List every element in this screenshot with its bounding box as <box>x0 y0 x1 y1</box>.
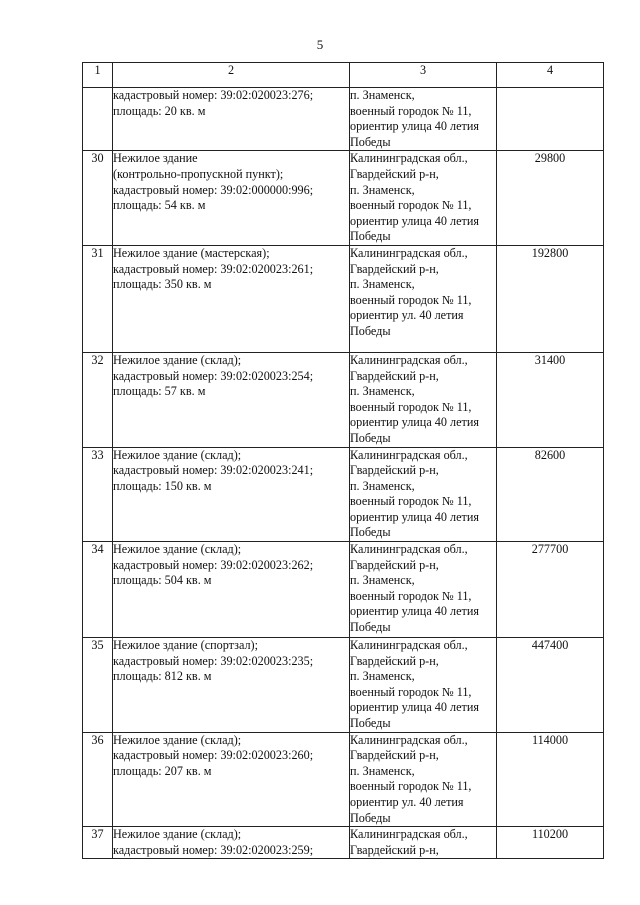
address-line: Калининградская обл., <box>350 447 468 462</box>
address-line: п. Знаменск, <box>350 763 415 778</box>
property-description <box>113 447 350 542</box>
property-value: 31400 <box>497 352 604 447</box>
property-address <box>350 542 497 638</box>
property-value: 110200 <box>497 827 604 859</box>
address-line: Калининградская обл., <box>350 542 468 557</box>
description-line: кадастровый номер: 39:02:020023:276; <box>113 88 314 102</box>
address-line: военный городок № 11, <box>350 779 472 794</box>
address-line: Победы <box>350 620 391 635</box>
row-number: 35 <box>83 638 113 733</box>
property-description <box>113 245 350 352</box>
table-body <box>83 88 604 859</box>
address-line: п. Знаменск, <box>350 573 415 588</box>
description-line: Нежилое здание (спортзал); <box>113 638 258 653</box>
description-line: кадастровый номер: 39:02:020023:260; <box>113 748 314 763</box>
description-line: (контрольно-пропускной пункт); <box>113 166 284 181</box>
address-line: Гвардейский р-н, <box>350 261 439 276</box>
property-description <box>113 151 350 246</box>
address-line: Гвардейский р-н, <box>350 557 439 572</box>
property-value: 277700 <box>497 542 604 638</box>
property-description <box>113 542 350 638</box>
address-line: Победы <box>350 810 391 825</box>
description-line: кадастровый номер: 39:02:020023:254; <box>113 368 314 383</box>
address-line: Калининградская обл., <box>350 151 468 166</box>
column-header-3: 3 <box>350 63 497 88</box>
address-line: военный городок № 11, <box>350 494 472 509</box>
table-row <box>83 88 604 151</box>
table-header-row <box>83 63 604 88</box>
description-line: кадастровый номер: 39:02:020023:235; <box>113 653 314 668</box>
property-description <box>113 352 350 447</box>
page-number: 5 <box>316 37 324 52</box>
address-line: Победы <box>350 525 391 540</box>
column-header-4: 4 <box>497 63 604 88</box>
property-value <box>497 88 604 151</box>
address-line: военный городок № 11, <box>350 399 472 414</box>
table-row <box>83 638 604 733</box>
property-value: 447400 <box>497 638 604 733</box>
row-number <box>83 88 113 151</box>
address-line: Гвардейский р-н, <box>350 368 439 383</box>
address-line: Победы <box>350 323 391 338</box>
table-row <box>83 542 604 638</box>
address-line: Калининградская обл., <box>350 827 468 842</box>
property-address <box>350 151 497 246</box>
address-line: военный городок № 11, <box>350 684 472 699</box>
description-line: площадь: 350 кв. м <box>113 277 212 292</box>
address-line: Гвардейский р-н, <box>350 166 439 181</box>
address-line: ориентир улица 40 летия <box>350 700 479 715</box>
description-line: площадь: 812 кв. м <box>113 669 212 684</box>
description-line: кадастровый номер: 39:02:000000:996; <box>113 182 314 197</box>
row-number: 32 <box>83 352 113 447</box>
address-line: военный городок № 11, <box>350 588 472 603</box>
row-number: 36 <box>83 732 113 827</box>
address-line: Гвардейский р-н, <box>350 463 439 478</box>
address-line: Победы <box>350 229 391 244</box>
property-value: 29800 <box>497 151 604 246</box>
description-line: площадь: 20 кв. м <box>113 103 206 118</box>
address-line: ориентир ул. 40 летия <box>350 795 464 809</box>
property-address <box>350 352 497 447</box>
description-line: площадь: 207 кв. м <box>113 763 212 778</box>
address-line: Калининградская обл., <box>350 352 468 367</box>
address-line: Калининградская обл., <box>350 638 468 653</box>
table-row <box>83 352 604 447</box>
description-line: Нежилое здание (склад); <box>113 732 242 747</box>
property-address <box>350 245 497 352</box>
property-address <box>350 447 497 542</box>
address-line: ориентир улица 40 летия <box>350 213 479 228</box>
description-line: Нежилое здание <box>113 151 198 166</box>
description-line: кадастровый номер: 39:02:020023:241; <box>113 463 314 478</box>
table-row <box>83 827 604 859</box>
description-line: площадь: 57 кв. м <box>113 384 206 399</box>
property-value: 82600 <box>497 447 604 542</box>
address-line: Калининградская обл., <box>350 245 468 260</box>
description-line: площадь: 504 кв. м <box>113 573 212 588</box>
table-row <box>83 151 604 246</box>
address-line: ориентир ул. 40 летия <box>350 308 464 323</box>
property-address <box>350 827 497 859</box>
address-line: п. Знаменск, <box>350 277 415 292</box>
description-line: площадь: 150 кв. м <box>113 478 212 493</box>
property-value: 114000 <box>497 732 604 827</box>
row-number: 33 <box>83 447 113 542</box>
property-address <box>350 88 497 151</box>
row-number: 30 <box>83 151 113 246</box>
column-header-1: 1 <box>83 63 113 88</box>
description-line: Нежилое здание (склад); <box>113 447 242 462</box>
description-line: Нежилое здание (склад); <box>113 352 242 367</box>
address-line: ориентир улица 40 летия <box>350 509 479 524</box>
table-row <box>83 447 604 542</box>
description-line: Нежилое здание (склад); <box>113 542 242 557</box>
property-address <box>350 732 497 827</box>
address-line: Калининградская обл., <box>350 732 468 747</box>
address-line: п. Знаменск, <box>350 88 415 102</box>
description-line: площадь: 54 кв. м <box>113 198 206 213</box>
property-address <box>350 638 497 733</box>
property-description <box>113 732 350 827</box>
description-line: Нежилое здание (мастерская); <box>113 245 270 260</box>
description-line: кадастровый номер: 39:02:020023:261; <box>113 261 314 276</box>
address-line: Победы <box>350 716 391 731</box>
address-line: п. Знаменск, <box>350 669 415 684</box>
address-line: п. Знаменск, <box>350 182 415 197</box>
address-line: военный городок № 11, <box>350 292 472 307</box>
property-description <box>113 827 350 859</box>
description-line: Нежилое здание (склад); <box>113 827 242 842</box>
address-line: Победы <box>350 430 391 445</box>
address-line: ориентир улица 40 летия <box>350 119 479 134</box>
table-row <box>83 245 604 352</box>
description-line: кадастровый номер: 39:02:020023:259; <box>113 842 314 857</box>
address-line: п. Знаменск, <box>350 384 415 399</box>
property-description <box>113 638 350 733</box>
property-table <box>82 62 604 859</box>
column-header-2: 2 <box>113 63 350 88</box>
address-line: Победы <box>350 134 391 149</box>
address-line: Гвардейский р-н, <box>350 842 439 857</box>
row-number: 37 <box>83 827 113 859</box>
description-line: кадастровый номер: 39:02:020023:262; <box>113 557 314 572</box>
address-line: п. Знаменск, <box>350 478 415 493</box>
address-line: Гвардейский р-н, <box>350 653 439 668</box>
property-value: 192800 <box>497 245 604 352</box>
row-number: 34 <box>83 542 113 638</box>
table-row <box>83 732 604 827</box>
row-number: 31 <box>83 245 113 352</box>
address-line: военный городок № 11, <box>350 198 472 213</box>
address-line: ориентир улица 40 летия <box>350 415 479 430</box>
property-description <box>113 88 350 151</box>
address-line: Гвардейский р-н, <box>350 748 439 763</box>
address-line: военный городок № 11, <box>350 103 472 118</box>
address-line: ориентир улица 40 летия <box>350 604 479 619</box>
